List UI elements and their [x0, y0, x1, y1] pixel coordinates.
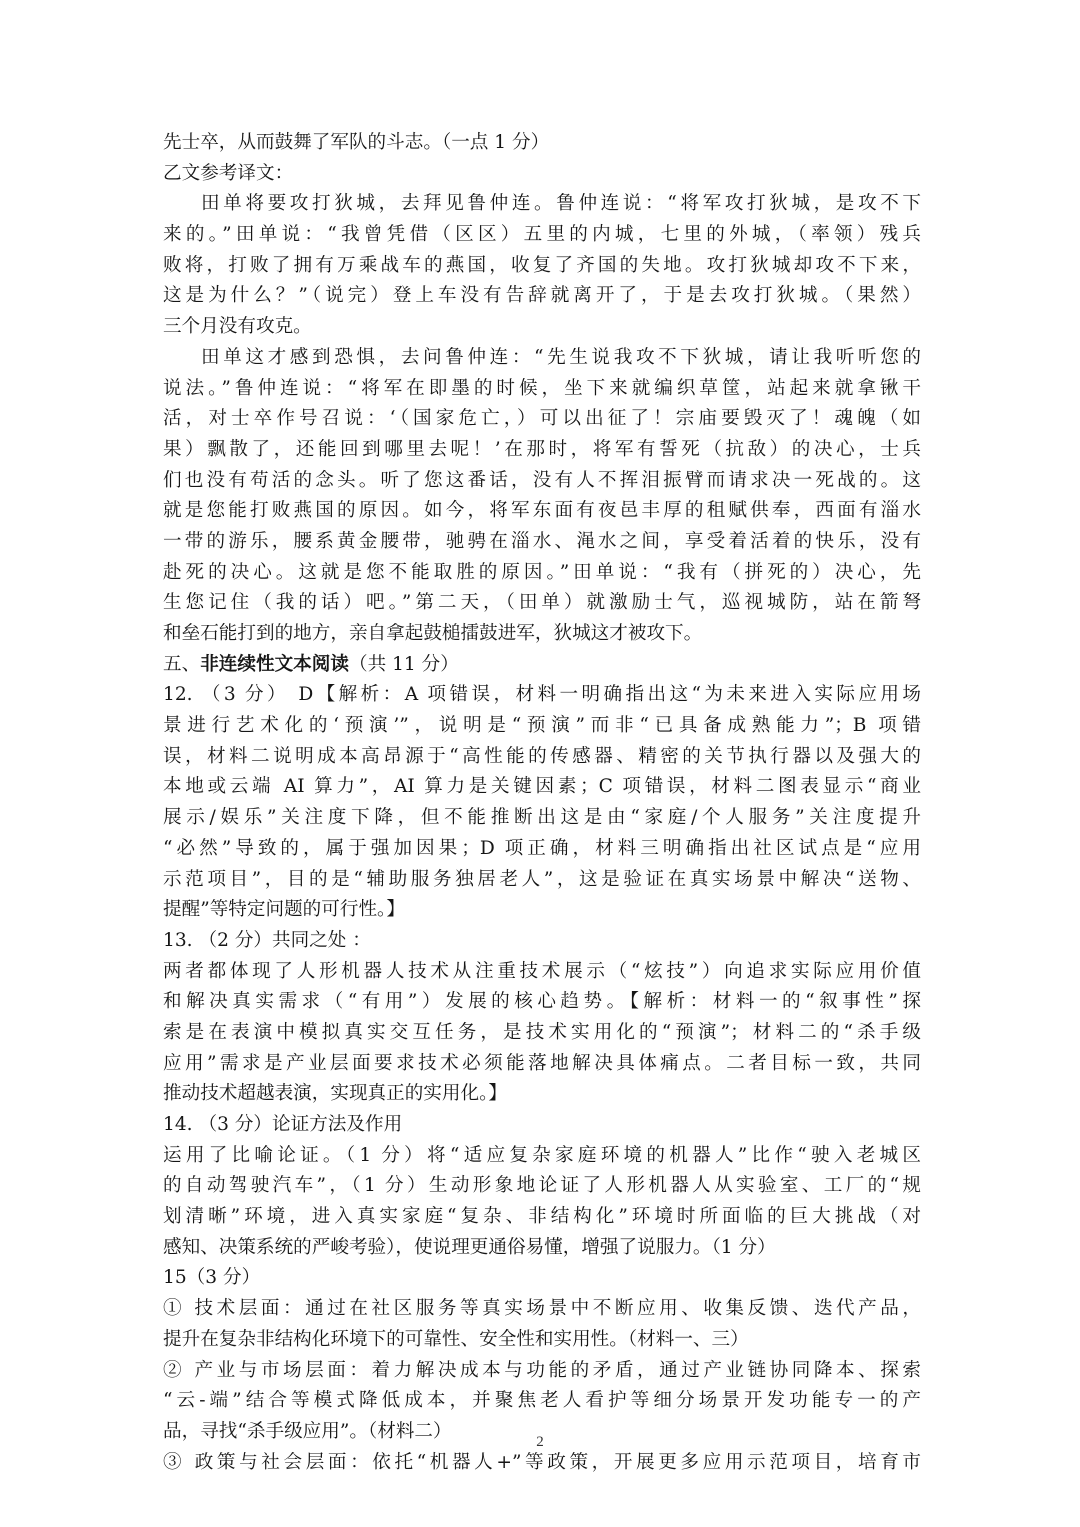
text-line: 们也没有苟活的念头。听了您这番话，没有人不挥泪振臂而请求决一死战的。这 [163, 469, 921, 491]
text-line: 败将，打败了拥有万乘战车的燕国，收复了齐国的失地。攻打狄城却攻不下来， [163, 254, 921, 276]
text-line: 景进行艺术化的‘预演’”，说明是“预演”而非“已具备成熟能力”；B 项错 [163, 715, 921, 737]
text-line: ① 技术层面：通过在社区服务等真实场景中不断应用、收集反馈、迭代产品， [163, 1298, 921, 1320]
text-line: 误，材料二说明成本高昂源于“高性能的传感器、精密的关节执行器以及强大的 [163, 745, 921, 767]
text-line: 划清晰”环境，进入真实家庭“复杂、非结构化”环境时所面临的巨大挑战（对 [163, 1206, 921, 1228]
text-line: 15（3 分） [163, 1267, 261, 1289]
text-line: 感知、决策系统的严峻考验），使说理更通俗易懂，增强了说服力。（1 分） [163, 1236, 776, 1258]
text-line: 应用”需求是产业层面要求技术必须能落地解决具体痛点。二者目标一致，共同 [163, 1052, 921, 1074]
text-line: 活，对士卒作号召说：‘（国家危亡，）可以出征了！宗庙要毁灭了！魂魄（如 [163, 408, 921, 430]
text-line: 的自动驾驶汽车”，（1 分）生动形象地论证了人形机器人从实验室、工厂的“规 [163, 1175, 921, 1197]
text-line: 品，寻找“杀手级应用”。（材料二） [163, 1420, 452, 1442]
text-line: 田单将要攻打狄城，去拜见鲁仲连。鲁仲连说：“将军攻打狄城，是攻不下 [201, 193, 921, 215]
text-line: 乙文参考译文： [163, 162, 294, 184]
document-body [163, 128, 921, 1478]
text-line: 索是在表演中模拟真实交互任务，是技术实用化的“预演”；材料二的“杀手级 [163, 1021, 921, 1043]
text-line: 和垒石能打到的地方，亲自拿起鼓槌擂鼓进军，狄城这才被攻下。 [163, 623, 703, 644]
text-line: 运用了比喻论证。（1 分）将“适应复杂家庭环境的机器人”比作“驶入老城区 [163, 1144, 921, 1166]
text-line: 田单这才感到恐惧，去问鲁仲连：“先生说我攻不下狄城，请让我听听您的 [201, 346, 921, 368]
text-line: 这是为什么？”（说完）登上车没有告辞就离开了，于是去攻打狄城。（果然） [163, 285, 921, 307]
text-line: 生您记住（我的话）吧。”第二天，（田单）就激励士气，巡视城防，站在箭弩 [163, 592, 921, 614]
text-line: 示范项目”，目的是“辅助服务独居老人”，这是验证在真实场景中解决“送物、 [163, 868, 921, 890]
text-line: ② 产业与市场层面：着力解决成本与功能的矛盾，通过产业链协同降本、探索 [163, 1359, 921, 1381]
text-line: 就是您能打败燕国的原因。如今，将军东面有夜邑丰厚的租赋供奉，西面有淄水 [163, 500, 921, 522]
text-line: 说法。”鲁仲连说：“将军在即墨的时候，坐下来就编织草筐，站起来就拿锹干 [163, 377, 921, 399]
text-line: 三个月没有攻克。 [163, 316, 312, 338]
text-line: 赴死的决心。这就是您不能取胜的原因。”田单说：“我有（拼死的）决心，先 [163, 561, 921, 583]
text-line: 展示/娱乐”关注度下降，但不能推断出这是由“家庭/个人服务”关注度提升 [163, 807, 921, 829]
text-line: 本地或云端 AI 算力”，AI 算力是关键因素；C 项错误，材料二图表显示“商业 [163, 776, 921, 798]
text-line: 和解决真实需求（“有用”）发展的核心趋势。【解析：材料一的“叙事性”探 [163, 991, 921, 1013]
text-line: 12. （3 分） D【解析：A 项错误，材料一明确指出这“为未来进入实际应用场 [163, 684, 921, 706]
text-line: 两者都体现了人形机器人技术从注重技术展示（“炫技”）向追求实际应用价值 [163, 960, 921, 982]
text-line: 推动技术超越表演，实现真正的实用化。】 [163, 1083, 507, 1105]
text-line: 一带的游乐，腰系黄金腰带，驰骋在淄水、渑水之间，享受着活着的快乐，没有 [163, 530, 921, 552]
text-line: “云-端”结合等模式降低成本，并聚焦老人看护等细分场景开发功能专一的产 [163, 1390, 921, 1412]
text-line: 来的。”田单说：“我曾凭借（区区）五里的内城，七里的外城，（率领）残兵 [163, 224, 921, 246]
page-number: 2 [536, 1434, 544, 1450]
text-line: 先士卒，从而鼓舞了军队的斗志。（一点 1 分） [163, 132, 550, 153]
text-line: 提醒”等特定问题的可行性。】 [163, 899, 405, 921]
text-line: 14. （3 分）论证方法及作用 [163, 1114, 403, 1135]
text-line: “必然”导致的，属于强加因果；D 项正确，材料三明确指出社区试点是“应用 [163, 837, 921, 859]
text-line: 提升在复杂非结构化环境下的可靠性、安全性和实用性。（材料一、三） [163, 1328, 749, 1350]
section-heading: 五、非连续性文本阅读（共 11 分） [163, 653, 459, 675]
text-line: 果）飘散了，还能回到哪里去呢！’在那时，将军有誓死（抗敌）的决心，士兵 [163, 438, 921, 460]
text-line: ③ 政策与社会层面：依托“机器人+”等政策，开展更多应用示范项目，培育市 [163, 1451, 921, 1473]
text-line: 13. （2 分）共同之处 ： [163, 929, 371, 951]
